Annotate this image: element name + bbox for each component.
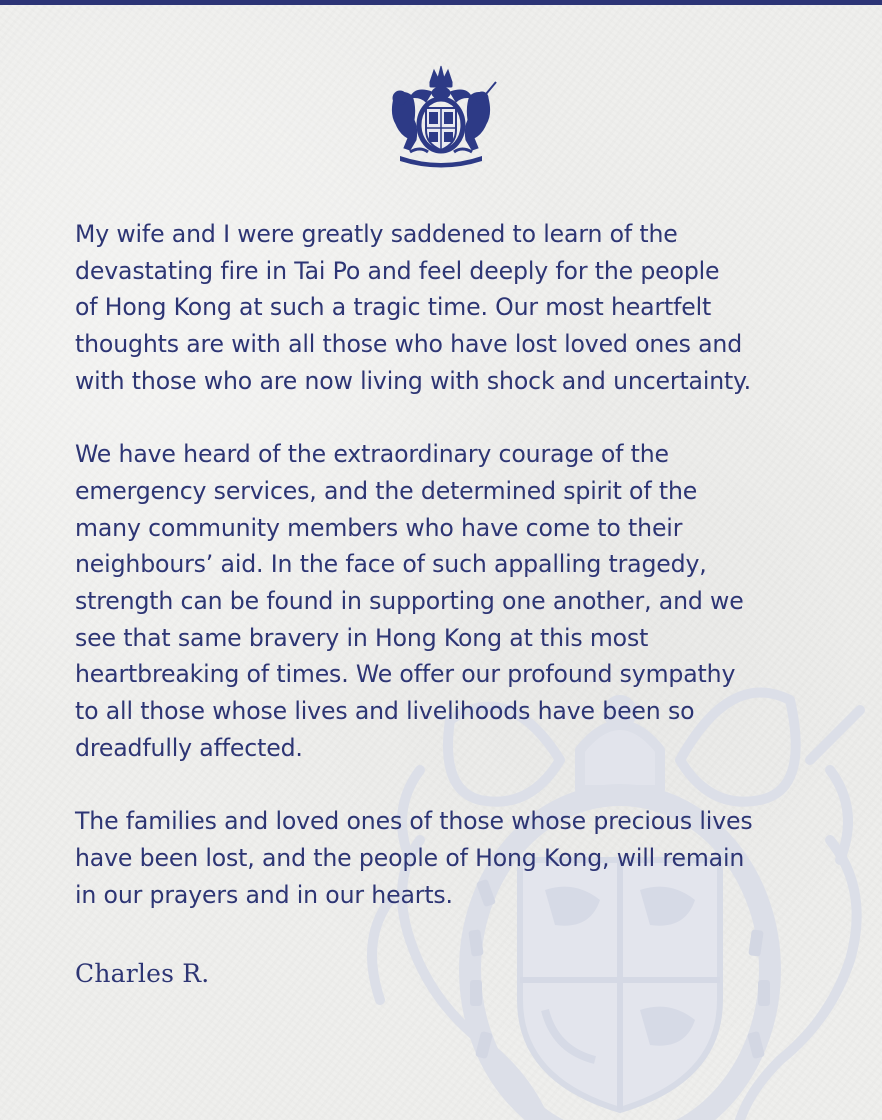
paragraph-3 <box>75 803 835 913</box>
letter-line: My wife and I were greatly saddened to learn of the <box>75 220 678 248</box>
letter-line: neighbours’ aid. In the face of such appalling tragedy, <box>75 550 707 579</box>
letter-line: in our prayers and in our hearts. <box>75 880 453 909</box>
letter-line: see that same bravery in Hong Kong at this most <box>75 623 649 652</box>
paragraph-2 <box>75 436 835 766</box>
letter-line: thoughts are with all those who have lost loved ones and <box>75 330 743 359</box>
letter-line: many community members who have come to their <box>75 513 683 542</box>
paragraph-1 <box>75 216 835 400</box>
signature: Charles R. <box>75 959 210 988</box>
letter-line: strength can be found in supporting one another, and we <box>75 587 744 616</box>
letter-line: dreadfully affected. <box>75 733 303 762</box>
letter-line: have been lost, and the people of Hong Kong, will remain <box>75 843 745 872</box>
letter-line: We have heard of the extraordinary courage of the <box>75 440 669 469</box>
royal-coat-of-arms-icon <box>380 62 502 170</box>
letter-line: devastating fire in Tai Po and feel deeply for the people <box>75 256 720 285</box>
letter-line: with those who are now living with shock and uncertainty. <box>75 366 751 395</box>
letter-line: emergency services, and the determined spirit of the <box>75 476 698 505</box>
letter-line: to all those whose lives and livelihoods have been so <box>75 697 695 726</box>
letter-line: The families and loved ones of those whose precious lives <box>75 807 753 836</box>
letter-line: of Hong Kong at such a tragic time. Our most heartfelt <box>75 293 712 322</box>
letter-body <box>75 216 835 950</box>
letter-line: heartbreaking of times. We offer our profound sympathy <box>75 660 736 689</box>
top-rule <box>0 0 882 5</box>
